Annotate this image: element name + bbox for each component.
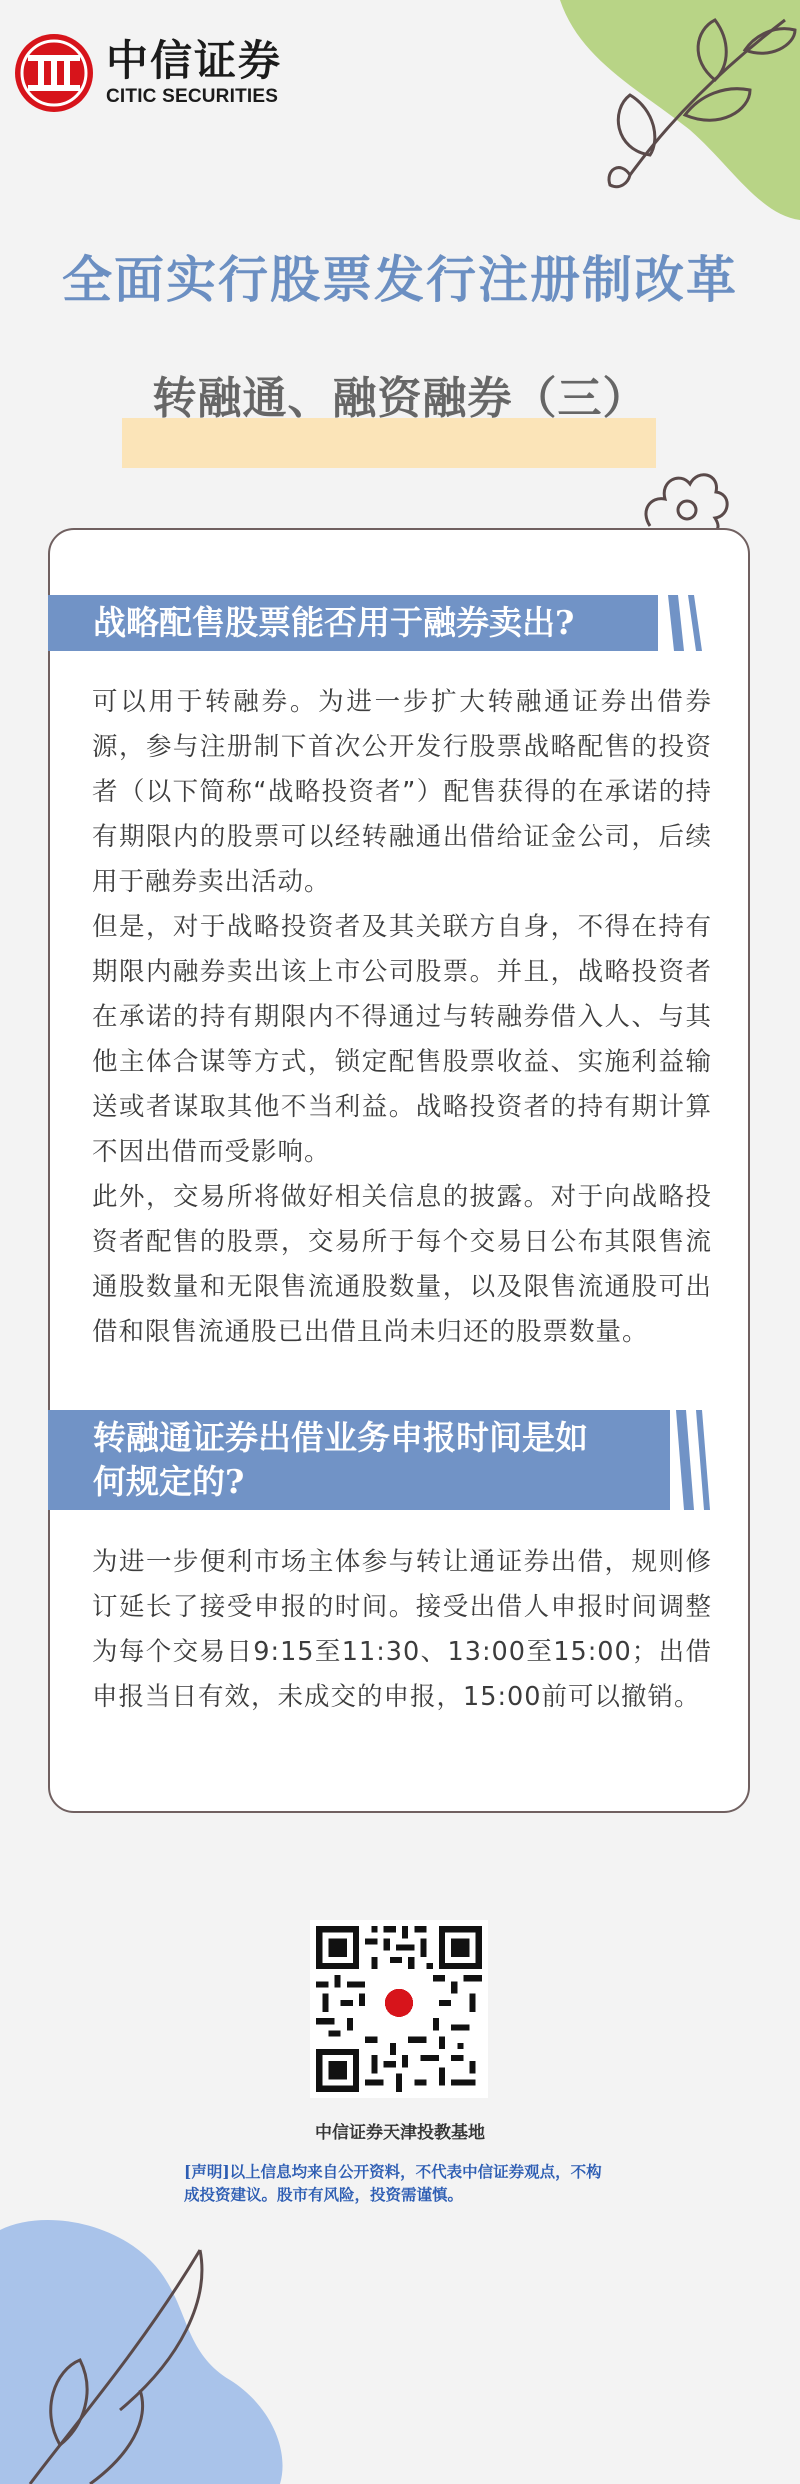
section-1-body bbox=[92, 680, 712, 1355]
section-2-body bbox=[92, 1540, 712, 1720]
brand-name-cn: 中信证券 bbox=[106, 36, 283, 85]
heading-stripe-1 bbox=[668, 595, 702, 651]
paragraph: 可以用于转融券。为进一步扩大转融通证券出借券源，参与注册制下首次公开发行股票战略配售的投资者（以下简称“战略投资者”）配售获得的在承诺的持有期限内的股票可以经转融通出借给证金公司，后续用于融券卖出活动。 bbox=[92, 687, 712, 897]
green-leaf-decoration bbox=[520, 0, 800, 230]
blue-leaf-decoration bbox=[0, 2210, 300, 2484]
page-title: 全面实行股票发行注册制改革 bbox=[62, 250, 738, 309]
section-heading-2-line-1: 转融通证券出借业务申报时间是如 bbox=[93, 1418, 588, 1457]
disclaimer-text: [声明]以上信息均来自公开资料，不代表中信证券观点，不构成投资建议。股市有风险，投资需谨慎。 bbox=[184, 2162, 602, 2204]
flower-icon bbox=[640, 466, 730, 532]
citic-logo-icon bbox=[14, 33, 94, 113]
qr-caption: 中信证券天津投教基地 bbox=[315, 2123, 485, 2143]
citic-logo bbox=[14, 30, 282, 116]
section-heading-2-line-2: 何规定的? bbox=[93, 1462, 245, 1501]
section-heading-1: 战略配售股票能否用于融券卖出? bbox=[48, 595, 658, 651]
qr-code[interactable] bbox=[310, 1920, 488, 2098]
paragraph: 此外，交易所将做好相关信息的披露。对于向战略投资者配售的股票，交易所于每个交易日公布其限售流通股数量和无限售流通股数量，以及限售流通股可出借和限售流通股已出借且尚未归还的股票数量。 bbox=[92, 1182, 712, 1347]
page-subtitle: 转融通、融资融券（三） bbox=[152, 373, 648, 424]
paragraph: 但是，对于战略投资者及其关联方自身，不得在持有期限内融券卖出该上市公司股票。并且，战略投资者在承诺的持有期限内不得通过与转融券借入人、与其他主体合谋等方式，锁定配售股票收益、实施利益输送或者谋取其他不当利益。战略投资者的持有期计算不因出借而受影响。 bbox=[92, 912, 712, 1167]
brand-name-en: CITIC SECURITIES bbox=[106, 86, 279, 107]
section-heading-2 bbox=[48, 1410, 670, 1510]
paragraph: 为进一步便利市场主体参与转让通证券出借，规则修订延长了接受申报的时间。接受出借人申报时间调整为每个交易日9:15至11:30、13:00至15:00；出借申报当日有效，未成交的申报，15:00前可以撤销。 bbox=[92, 1547, 712, 1712]
heading-stripe-2 bbox=[676, 1410, 710, 1510]
